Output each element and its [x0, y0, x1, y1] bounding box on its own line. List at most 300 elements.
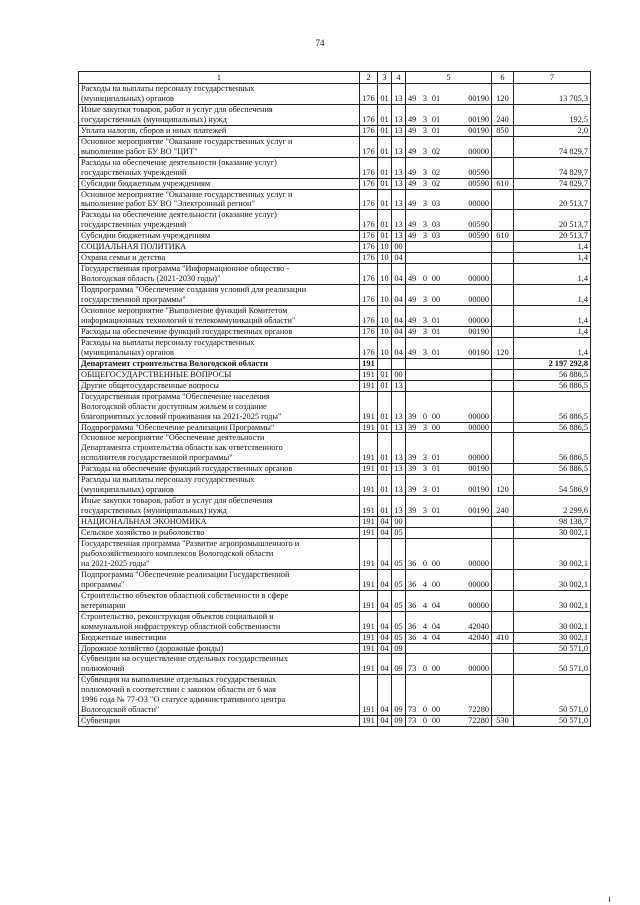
row-target-item-code	[406, 210, 492, 231]
target-item-part: 00	[431, 295, 441, 305]
table-row	[79, 675, 591, 716]
target-item-part: 00000	[468, 558, 489, 568]
row-target-item-code	[406, 675, 492, 716]
row-name-cell	[79, 569, 360, 590]
row-name-cell	[79, 84, 360, 105]
row-name-cell	[79, 422, 360, 433]
target-item-part: 72280	[468, 716, 489, 726]
row-name-line: государственных (муниципальных) нужд	[81, 114, 227, 124]
target-item-part: 36	[408, 600, 417, 610]
row-amount: 74 829,7	[514, 178, 591, 189]
row-name-line: Департамент строительства Вологодской области	[81, 358, 269, 368]
target-item-part: 36	[408, 621, 417, 631]
row-target-item-code	[406, 475, 492, 496]
row-target-item-code	[406, 654, 492, 675]
target-item-part: 01	[431, 347, 441, 357]
row-name-line: Субвенция на выполнение отдельных государственных	[81, 675, 277, 685]
row-name-line: Основное мероприятие "Оказание государственных услуг и	[81, 136, 293, 146]
target-item-part: 00190	[468, 125, 489, 135]
target-item-part: 4	[422, 632, 428, 642]
row-name-line: Основное мероприятие "Выполнение функций Комитетом	[81, 306, 288, 316]
row-administrator-code: 176	[360, 231, 378, 242]
row-target-item-code	[406, 528, 492, 539]
target-item-part: 73	[408, 705, 417, 715]
row-administrator-code: 176	[360, 306, 378, 327]
row-subsection-code: 13	[392, 231, 406, 242]
row-name-cell	[79, 590, 360, 611]
row-expense-type-code	[492, 517, 514, 528]
row-administrator-code: 176	[360, 210, 378, 231]
row-target-item-code	[406, 380, 492, 391]
row-section-code: 04	[378, 632, 392, 643]
header-col-2: 2	[360, 72, 378, 84]
budget-table	[78, 71, 591, 727]
row-expense-type-code	[492, 369, 514, 380]
row-target-item-code	[406, 391, 492, 422]
row-subsection-code: 13	[392, 125, 406, 136]
row-name-line: Дорожное хозяйство (дорожные фонды)	[81, 643, 224, 653]
row-target-item-code	[406, 326, 492, 337]
row-section-code: 04	[378, 590, 392, 611]
target-item-part: 49	[408, 347, 417, 357]
row-amount: 1,4	[514, 306, 591, 327]
target-item-part: 00000	[468, 422, 489, 432]
target-item-part: 49	[408, 125, 417, 135]
row-section-code: 04	[378, 643, 392, 654]
row-expense-type-code	[492, 538, 514, 569]
row-amount: 50 571,0	[514, 716, 591, 727]
target-item-part: 49	[408, 178, 417, 188]
header-col-5: 5	[406, 72, 492, 84]
row-name-line: исполнителя государственной программы"	[81, 453, 233, 463]
target-item-part: 00190	[468, 114, 489, 124]
row-section-code: 01	[378, 104, 392, 125]
row-expense-type-code: 610	[492, 231, 514, 242]
row-section-code: 01	[378, 422, 392, 433]
row-name-cell	[79, 104, 360, 125]
row-administrator-code: 176	[360, 264, 378, 285]
target-item-part: 3	[422, 125, 428, 135]
row-section-code: 01	[378, 369, 392, 380]
target-item-parts	[408, 423, 489, 433]
row-administrator-code: 191	[360, 611, 378, 632]
row-amount: 1,4	[514, 264, 591, 285]
target-item-part: 00590	[468, 231, 489, 241]
target-item-part: 00	[431, 422, 441, 432]
row-section-code: 10	[378, 337, 392, 358]
row-name-cell	[79, 337, 360, 358]
target-item-parts	[408, 580, 489, 590]
row-expense-type-code: 240	[492, 104, 514, 125]
row-administrator-code: 176	[360, 326, 378, 337]
target-item-part: 00	[431, 716, 441, 726]
row-name-line: (муниципальных) органов	[81, 93, 174, 103]
target-item-parts	[408, 485, 489, 495]
table-row	[79, 253, 591, 264]
row-name-line: Вологодской области доступным жильем и создание	[81, 401, 267, 411]
row-name-cell	[79, 611, 360, 632]
target-item-part: 01	[431, 326, 441, 336]
target-item-parts	[408, 126, 489, 136]
row-name-cell	[79, 285, 360, 306]
row-amount: 30 002,1	[514, 611, 591, 632]
row-name-cell	[79, 306, 360, 327]
row-expense-type-code	[492, 569, 514, 590]
row-name-line: государственных (муниципальных) нужд	[81, 506, 227, 516]
row-subsection-code: 04	[392, 337, 406, 358]
row-amount: 56 886,5	[514, 380, 591, 391]
table-row	[79, 210, 591, 231]
target-item-part: 01	[431, 485, 441, 495]
row-section-code: 10	[378, 242, 392, 253]
target-item-part: 03	[431, 199, 441, 209]
row-administrator-code: 176	[360, 189, 378, 210]
target-item-part: 3	[422, 178, 428, 188]
row-section-code: 01	[378, 210, 392, 231]
row-subsection-code: 09	[392, 654, 406, 675]
row-name-line: на 2021-2025 годы"	[81, 558, 150, 568]
row-expense-type-code	[492, 210, 514, 231]
row-section-code: 10	[378, 326, 392, 337]
row-name-line: Государственная программа "Развитие агропромышленного и	[81, 538, 300, 548]
target-item-part: 01	[431, 506, 441, 516]
table-row	[79, 422, 591, 433]
table-row	[79, 643, 591, 654]
row-administrator-code: 191	[360, 369, 378, 380]
row-expense-type-code	[492, 528, 514, 539]
row-target-item-code	[406, 643, 492, 654]
header-col-6: 6	[492, 72, 514, 84]
row-name-cell	[79, 231, 360, 242]
table-row	[79, 611, 591, 632]
target-item-part: 00000	[468, 274, 489, 284]
target-item-parts	[408, 664, 489, 674]
row-amount: 74 829,7	[514, 136, 591, 157]
table-row	[79, 517, 591, 528]
row-subsection-code: 09	[392, 643, 406, 654]
row-subsection-code: 05	[392, 590, 406, 611]
row-amount: 30 002,1	[514, 632, 591, 643]
row-section-code: 04	[378, 611, 392, 632]
target-item-part: 49	[408, 274, 417, 284]
row-name-cell	[79, 326, 360, 337]
row-subsection-code: 05	[392, 538, 406, 569]
target-item-part: 3	[422, 146, 428, 156]
row-name-line: ветеринарии	[81, 600, 126, 610]
target-item-parts	[408, 633, 489, 643]
row-target-item-code	[406, 632, 492, 643]
row-section-code: 01	[378, 391, 392, 422]
table-row	[79, 528, 591, 539]
target-item-parts	[408, 559, 489, 569]
row-subsection-code: 00	[392, 369, 406, 380]
target-item-part: 0	[422, 558, 428, 568]
target-item-part: 04	[431, 632, 441, 642]
row-administrator-code: 176	[360, 84, 378, 105]
row-name-cell	[79, 654, 360, 675]
target-item-parts	[408, 179, 489, 189]
target-item-parts	[408, 231, 489, 241]
row-name-line: Департамента строительства области как ответственного	[81, 443, 283, 453]
target-item-part: 4	[422, 621, 428, 631]
row-amount: 30 002,1	[514, 590, 591, 611]
row-name-cell	[79, 380, 360, 391]
row-target-item-code	[406, 178, 492, 189]
row-name-line: Другие общегосударственные вопросы	[81, 380, 219, 390]
target-item-part: 00190	[468, 93, 489, 103]
target-item-parts	[408, 115, 489, 125]
table-header-row	[79, 72, 591, 84]
row-name-line: НАЦИОНАЛЬНАЯ ЭКОНОМИКА	[81, 517, 207, 527]
row-subsection-code: 04	[392, 326, 406, 337]
target-item-part: 42040	[468, 632, 489, 642]
target-item-part: 00190	[468, 347, 489, 357]
row-subsection-code: 05	[392, 611, 406, 632]
row-expense-type-code: 120	[492, 475, 514, 496]
row-amount: 56 886,5	[514, 391, 591, 422]
row-administrator-code: 191	[360, 654, 378, 675]
row-subsection-code: 05	[392, 569, 406, 590]
row-section-code: 10	[378, 306, 392, 327]
target-item-part: 0	[422, 274, 428, 284]
target-item-part: 3	[422, 422, 428, 432]
row-subsection-code: 05	[392, 632, 406, 643]
row-administrator-code: 176	[360, 178, 378, 189]
target-item-parts	[408, 220, 489, 230]
row-administrator-code: 191	[360, 716, 378, 727]
target-item-part: 49	[408, 114, 417, 124]
row-name-cell	[79, 242, 360, 253]
row-name-line: СОЦИАЛЬНАЯ ПОЛИТИКА	[81, 242, 187, 252]
row-subsection-code: 09	[392, 675, 406, 716]
target-item-parts	[408, 316, 489, 326]
row-target-item-code	[406, 253, 492, 264]
target-item-part: 39	[408, 411, 417, 421]
target-item-part: 3	[422, 347, 428, 357]
row-target-item-code	[406, 285, 492, 306]
target-item-part: 01	[431, 453, 441, 463]
target-item-part: 00	[431, 274, 441, 284]
target-item-part: 36	[408, 579, 417, 589]
row-name-cell	[79, 433, 360, 464]
target-item-parts	[408, 274, 489, 284]
row-subsection-code: 04	[392, 306, 406, 327]
target-item-part: 3	[422, 167, 428, 177]
row-target-item-code	[406, 538, 492, 569]
row-name-line: (муниципальных) органов	[81, 485, 174, 495]
row-target-item-code	[406, 590, 492, 611]
table-row	[79, 654, 591, 675]
row-subsection-code: 13	[392, 189, 406, 210]
row-expense-type-code	[492, 675, 514, 716]
scan-edge-mark	[609, 897, 610, 902]
row-name-cell	[79, 189, 360, 210]
row-administrator-code: 176	[360, 157, 378, 178]
target-item-part: 3	[422, 485, 428, 495]
table-row	[79, 306, 591, 327]
target-item-part: 00590	[468, 167, 489, 177]
row-target-item-code	[406, 264, 492, 285]
target-item-part: 02	[431, 178, 441, 188]
row-name-line: полномочий	[81, 664, 125, 674]
row-administrator-code: 176	[360, 337, 378, 358]
row-name-line: выполнение работ БУ ВО "ЦИТ"	[81, 146, 198, 156]
target-item-part: 04	[431, 621, 441, 631]
row-expense-type-code	[492, 643, 514, 654]
row-name-line: государственных учреждений	[81, 167, 187, 177]
row-name-line: информационных технологий и телекоммуникаций области"	[81, 315, 296, 325]
row-name-line: Расходы на обеспечение функций государственных органов	[81, 464, 293, 474]
row-administrator-code: 191	[360, 422, 378, 433]
row-name-line: Расходы на обеспечение функций государственных органов	[81, 326, 293, 336]
row-administrator-code: 191	[360, 517, 378, 528]
table-row	[79, 242, 591, 253]
row-section-code: 04	[378, 528, 392, 539]
row-target-item-code	[406, 231, 492, 242]
row-name-cell	[79, 538, 360, 569]
row-name-line: коммунальной инфраструктур областной собственности	[81, 621, 281, 631]
row-amount: 50 571,0	[514, 643, 591, 654]
row-amount: 1,4	[514, 253, 591, 264]
target-item-parts	[408, 199, 489, 209]
table-row	[79, 136, 591, 157]
row-administrator-code: 191	[360, 391, 378, 422]
row-amount: 30 002,1	[514, 538, 591, 569]
row-name-line: Государственная программа "Информационное общество -	[81, 264, 290, 274]
row-name-cell	[79, 178, 360, 189]
target-item-part: 39	[408, 464, 417, 474]
row-amount: 56 886,5	[514, 369, 591, 380]
target-item-part: 3	[422, 315, 428, 325]
target-item-part: 00000	[468, 453, 489, 463]
row-name-line: Расходы на выплаты персоналу государственных	[81, 337, 255, 347]
target-item-parts	[408, 94, 489, 104]
row-target-item-code	[406, 104, 492, 125]
row-name-cell	[79, 369, 360, 380]
target-item-part: 49	[408, 326, 417, 336]
row-target-item-code	[406, 84, 492, 105]
row-target-item-code	[406, 337, 492, 358]
row-subsection-code: 13	[392, 157, 406, 178]
row-name-cell	[79, 125, 360, 136]
row-amount: 50 571,0	[514, 675, 591, 716]
table-row	[79, 716, 591, 727]
row-administrator-code: 191	[360, 433, 378, 464]
target-item-parts	[408, 348, 489, 358]
row-expense-type-code	[492, 380, 514, 391]
target-item-part: 01	[431, 125, 441, 135]
target-item-part: 49	[408, 167, 417, 177]
row-section-code: 01	[378, 84, 392, 105]
row-name-cell	[79, 253, 360, 264]
table-body	[79, 84, 591, 727]
target-item-part: 00190	[468, 485, 489, 495]
row-administrator-code: 176	[360, 125, 378, 136]
row-subsection-code: 13	[392, 464, 406, 475]
row-administrator-code: 191	[360, 475, 378, 496]
row-administrator-code: 191	[360, 569, 378, 590]
row-name-cell	[79, 643, 360, 654]
header-col-3: 3	[378, 72, 392, 84]
row-section-code: 04	[378, 716, 392, 727]
target-item-part: 49	[408, 146, 417, 156]
target-item-parts	[408, 506, 489, 516]
row-name-line: Основное мероприятие "Обеспечение деятельности	[81, 433, 265, 443]
target-item-part: 4	[422, 600, 428, 610]
row-amount: 56 886,5	[514, 464, 591, 475]
target-item-part: 3	[422, 231, 428, 241]
row-expense-type-code	[492, 264, 514, 285]
row-expense-type-code: 240	[492, 496, 514, 517]
row-subsection-code: 04	[392, 253, 406, 264]
table-row	[79, 590, 591, 611]
target-item-part: 3	[422, 220, 428, 230]
target-item-part: 72280	[468, 705, 489, 715]
row-administrator-code: 176	[360, 242, 378, 253]
target-item-part: 42040	[468, 621, 489, 631]
row-name-cell	[79, 716, 360, 727]
target-item-parts	[408, 601, 489, 611]
row-section-code: 04	[378, 569, 392, 590]
row-amount: 30 002,1	[514, 569, 591, 590]
row-name-line: Расходы на обеспечение деятельности (оказание услуг)	[81, 210, 277, 220]
row-section-code: 10	[378, 285, 392, 306]
row-amount: 1,4	[514, 242, 591, 253]
row-amount: 2 299,6	[514, 496, 591, 517]
target-item-part: 73	[408, 716, 417, 726]
row-name-line: программы"	[81, 579, 125, 589]
row-name-line: ОБЩЕГОСУДАРСТВЕННЫЕ ВОПРОСЫ	[81, 369, 232, 379]
row-name-cell	[79, 264, 360, 285]
target-item-part: 00000	[468, 664, 489, 674]
target-item-part: 49	[408, 220, 417, 230]
row-expense-type-code	[492, 433, 514, 464]
table-row	[79, 464, 591, 475]
row-section-code: 01	[378, 189, 392, 210]
target-item-part: 3	[422, 326, 428, 336]
row-target-item-code	[406, 358, 492, 369]
row-subsection-code	[392, 358, 406, 369]
row-expense-type-code	[492, 590, 514, 611]
target-item-part: 00000	[468, 579, 489, 589]
target-item-part: 04	[431, 600, 441, 610]
row-name-line: Строительство объектов областной собственности в сфере	[81, 590, 289, 600]
row-name-cell	[79, 358, 360, 369]
target-item-parts	[408, 295, 489, 305]
row-target-item-code	[406, 464, 492, 475]
row-name-line: Иные закупки товаров, работ и услуг для обеспечения	[81, 104, 273, 114]
row-amount: 54 586,9	[514, 475, 591, 496]
row-name-line: (муниципальных) органов	[81, 347, 174, 357]
row-target-item-code	[406, 611, 492, 632]
row-name-line: Вологодской области"	[81, 705, 160, 715]
row-section-code: 01	[378, 433, 392, 464]
target-item-parts	[408, 464, 489, 474]
row-amount: 20 513,7	[514, 189, 591, 210]
target-item-part: 39	[408, 506, 417, 516]
row-subsection-code: 13	[392, 380, 406, 391]
row-name-line: государственной программы"	[81, 295, 186, 305]
row-subsection-code: 00	[392, 242, 406, 253]
row-expense-type-code: 530	[492, 716, 514, 727]
row-expense-type-code	[492, 285, 514, 306]
row-expense-type-code	[492, 136, 514, 157]
row-name-line: 1996 года № 77-ОЗ "О статусе административного центра	[81, 695, 286, 705]
target-item-part: 00190	[468, 464, 489, 474]
target-item-part: 00	[431, 558, 441, 568]
row-section-code: 01	[378, 125, 392, 136]
row-name-line: Государственная программа "Обеспечение населения	[81, 391, 270, 401]
